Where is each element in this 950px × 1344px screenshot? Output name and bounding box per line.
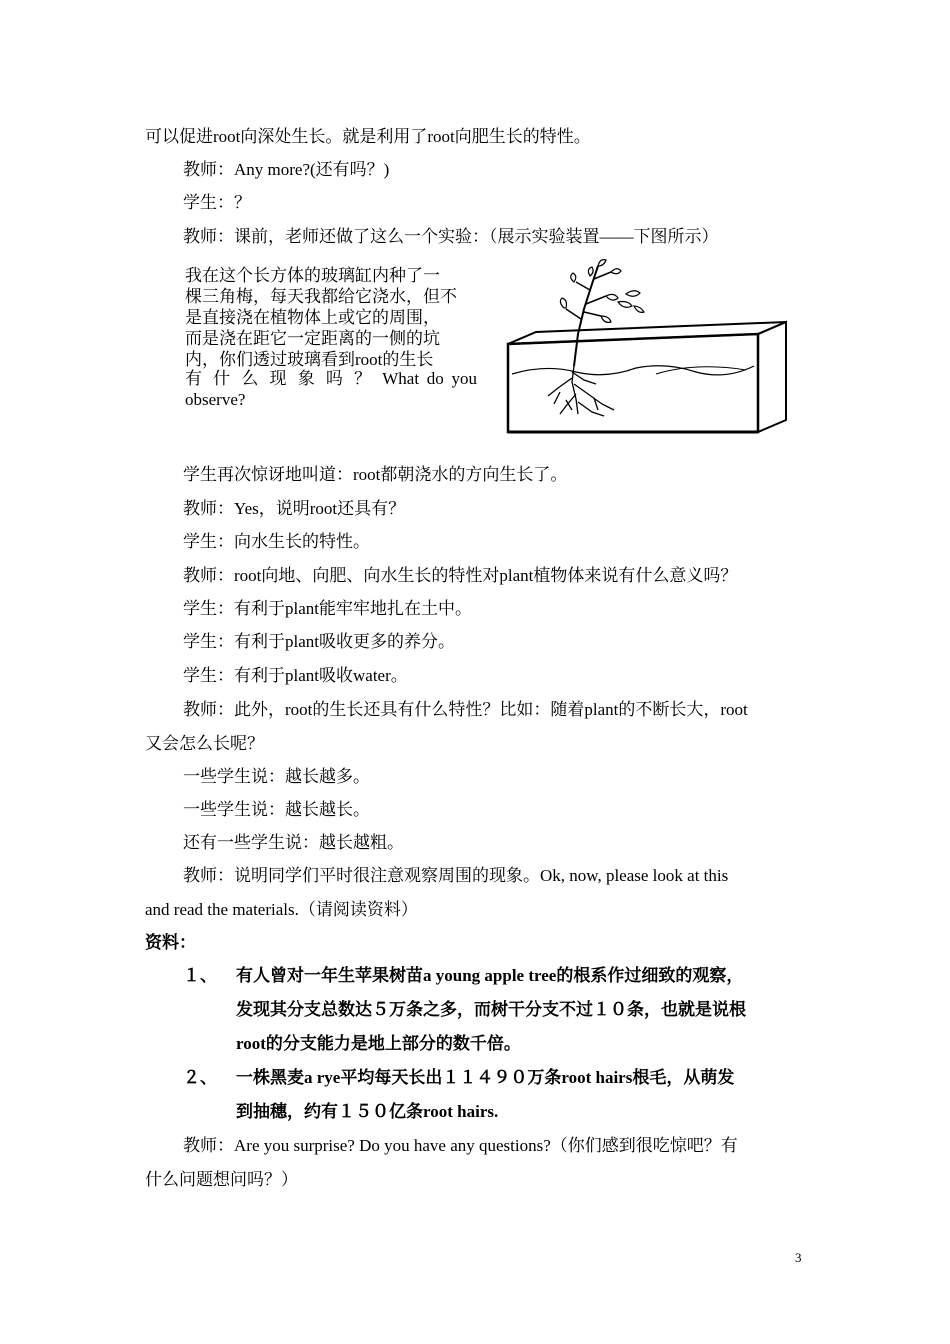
figure-caption-line: 而是浇在距它一定距离的一侧的坑: [185, 329, 440, 348]
material-line: root的分支能力是地上部分的数千倍。: [236, 1034, 521, 1053]
material-line: 发现其分支总数达５万条之多，而树干分支不过１０条，也就是说根: [236, 1000, 746, 1019]
page-number: 3: [795, 1250, 802, 1265]
text-line: 什么问题想问吗？）: [145, 1170, 298, 1189]
plant-experiment-illustration: [506, 254, 790, 434]
text-line: 教师：Any more?(还有吗？): [183, 160, 390, 179]
material-line: 一株黑麦a rye平均每天长出１１４９０万条root hairs根毛，从萌发: [236, 1068, 735, 1087]
text-line: and read the materials.（请阅读资料）: [145, 900, 418, 919]
figure-caption-line: 是直接浇在植物体上或它的周围，: [185, 308, 440, 327]
materials-heading: 资料：: [145, 933, 196, 952]
text-line: 学生：有利于plant吸收water。: [183, 666, 408, 685]
text-line: 教师：说明同学们平时很注意观察周围的现象。Ok, now, please look at this: [183, 866, 729, 885]
text-line: 一些学生说：越长越多。: [183, 767, 370, 786]
text-line: 学生：向水生长的特性。: [183, 532, 370, 551]
text-line: 学生：？: [183, 193, 251, 212]
list-number: １、: [183, 966, 217, 985]
text-line: 教师：课前，老师还做了这么一个实验：（展示实验装置——下图所示）: [183, 227, 719, 246]
text-line: 教师：Are you surprise? Do you have any questions?（你们感到很吃惊吧？有: [183, 1136, 738, 1155]
text-line: 教师：root向地、向肥、向水生长的特性对plant植物体来说有什么意义吗？: [183, 566, 738, 585]
text-line: 学生再次惊讶地叫道：root都朝浇水的方向生长了。: [183, 465, 568, 484]
text-line: 学生：有利于plant吸收更多的养分。: [183, 632, 455, 651]
text-line: 还有一些学生说：越长越粗。: [183, 833, 404, 852]
text-line: 一些学生说：越长越长。: [183, 800, 370, 819]
text-line: 可以促进root向深处生长。就是利用了root向肥生长的特性。: [145, 127, 591, 146]
material-line: 到抽穗，约有１５０亿条root hairs.: [236, 1102, 499, 1121]
text-line: 教师：Yes，说明root还具有？: [183, 499, 406, 518]
figure-caption-line: observe?: [185, 390, 246, 409]
text-line: 又会怎么长呢？: [145, 734, 264, 753]
text-line: 学生：有利于plant能牢牢地扎在土中。: [183, 599, 472, 618]
figure-caption-line: 内，你们透过玻璃看到root的生长: [185, 350, 434, 369]
material-line: 有人曾对一年生苹果树苗a young apple tree的根系作过细致的观察，: [236, 966, 744, 985]
list-number: ２、: [183, 1068, 217, 1087]
text-line: 教师：此外，root的生长还具有什么特性？比如：随着plant的不断长大，root: [183, 700, 748, 719]
figure-caption-line: 有 什 么 现 象 吗 ？ What do you: [185, 369, 477, 388]
figure-caption-line: 棵三角梅，每天我都给它浇水，但不: [185, 287, 457, 306]
figure-caption-line: 我在这个长方体的玻璃缸内种了一: [185, 266, 440, 285]
